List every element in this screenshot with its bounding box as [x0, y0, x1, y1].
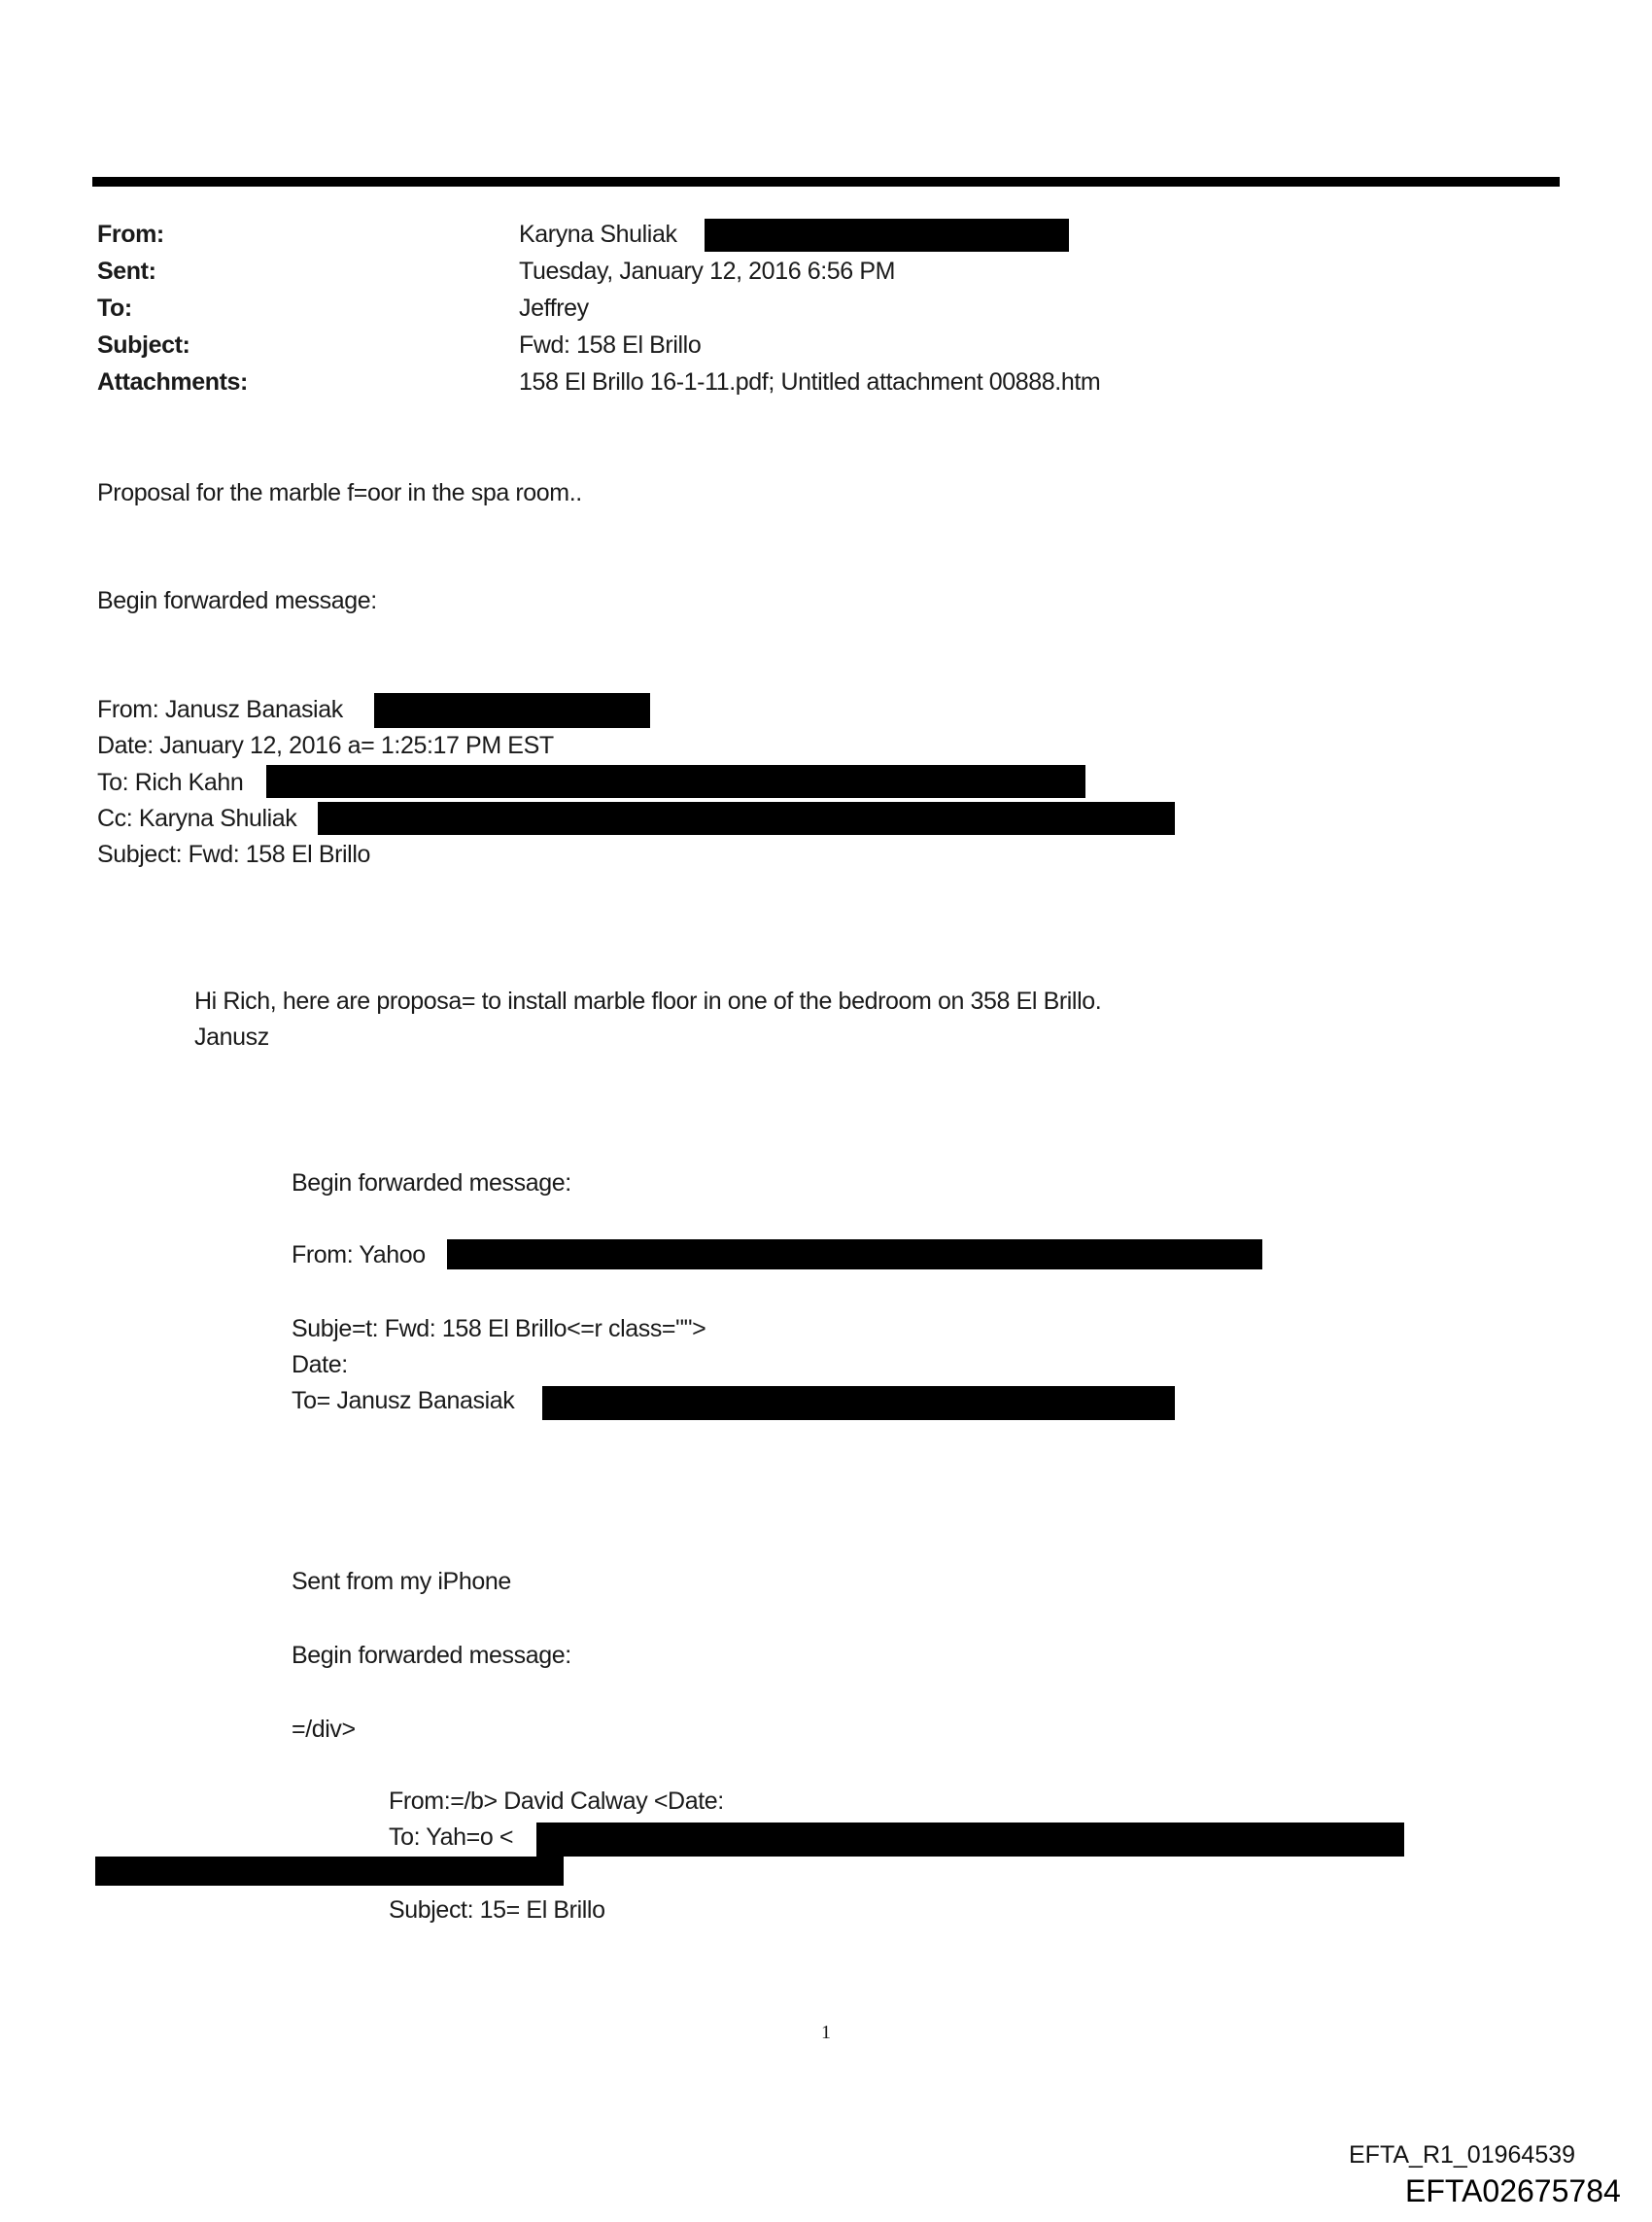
- fwd1-subject: Subject: Fwd: 158 El Brillo: [97, 841, 370, 868]
- header-rule: [92, 177, 1560, 187]
- forwarded-heading: Begin forwarded message:: [97, 587, 377, 614]
- fwd2-from: From: Yahoo: [292, 1241, 426, 1268]
- redaction-box: [374, 693, 650, 728]
- header-label-attachments: Attachments:: [97, 368, 248, 396]
- fwd3-to: To: Yah=o <: [389, 1823, 514, 1851]
- bates-number-r1: EFTA_R1_01964539: [1349, 2141, 1576, 2169]
- header-label-subject: Subject:: [97, 331, 190, 359]
- header-label-to: To:: [97, 295, 132, 322]
- html-artifact-text: =/div>: [292, 1716, 356, 1743]
- fwd1-from: From: Janusz Banasiak: [97, 696, 343, 723]
- header-value-attachments: 158 El Brillo 16-1-11.pdf; Untitled attachment 00888.htm: [519, 368, 1101, 396]
- header-value-subject: Fwd: 158 El Brillo: [519, 331, 702, 359]
- redaction-box: [542, 1386, 1175, 1420]
- fwd1-date: Date: January 12, 2016 a= 1:25:17 PM EST: [97, 732, 554, 759]
- forwarded-heading: Begin forwarded message:: [292, 1642, 571, 1669]
- header-value-from: Karyna Shuliak: [519, 221, 677, 248]
- fwd3-subject: Subject: 15= El Brillo: [389, 1896, 605, 1924]
- bates-number: EFTA02675784: [1405, 2173, 1621, 2208]
- redaction-box: [536, 1823, 1404, 1857]
- page-number: 1: [821, 2022, 831, 2043]
- header-value-to: Jeffrey: [519, 295, 589, 322]
- redaction-box: [318, 802, 1175, 835]
- fwd2-date: Date:: [292, 1351, 348, 1378]
- message1-line1: Hi Rich, here are proposa= to install marble floor in one of the bedroom on 358 El Brillo.: [194, 988, 1102, 1015]
- message1-signature: Janusz: [194, 1024, 269, 1051]
- redaction-box: [95, 1857, 564, 1886]
- sent-from-signature: Sent from my iPhone: [292, 1568, 511, 1595]
- forwarded-heading: Begin forwarded message:: [292, 1169, 571, 1197]
- intro-text: Proposal for the marble f=oor in the spa room..: [97, 479, 582, 506]
- fwd3-from: From:=/b> David Calway <Date:: [389, 1788, 724, 1815]
- redaction-box: [447, 1239, 1262, 1269]
- redaction-box: [266, 765, 1085, 798]
- fwd1-to: To: Rich Kahn: [97, 769, 244, 796]
- header-label-sent: Sent:: [97, 258, 156, 285]
- header-label-from: From:: [97, 221, 164, 248]
- fwd2-to: To= Janusz Banasiak: [292, 1387, 515, 1414]
- redaction-box: [705, 219, 1069, 252]
- header-value-sent: Tuesday, January 12, 2016 6:56 PM: [519, 258, 896, 285]
- fwd2-subject: Subje=t: Fwd: 158 El Brillo<=r class="">: [292, 1315, 706, 1342]
- fwd1-cc: Cc: Karyna Shuliak: [97, 805, 297, 832]
